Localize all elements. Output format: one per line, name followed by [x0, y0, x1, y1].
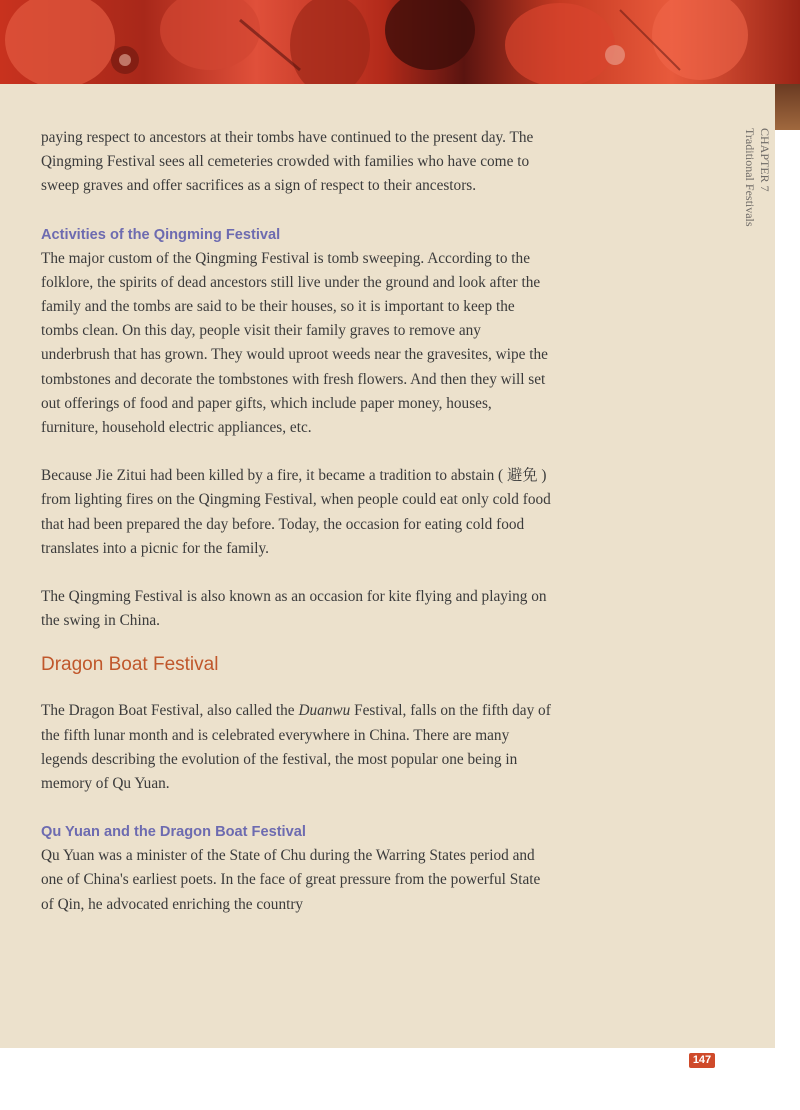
paragraph: The major custom of the Qingming Festival is tomb sweeping. According to the folklore, the spirits of dead ancestors still live under the ground and look after the family and the tombs are said to be their houses, so it is important to keep the tombs clean. On this day, people visit their family graves to remove any underbrush that has grown. They would uproot weeds near the gravesites, wipe the tombstones and decorate the tombstones with fresh flowers. And then they will set out offerings of food and paper gifts, which include paper money, houses, furniture, household electric appliances, etc. — [41, 249, 548, 437]
paragraph-emphasis: Duanwu — [298, 702, 351, 720]
chapter-tab — [736, 128, 772, 258]
subheading-qingming-activities: Activities of the Qingming Festival — [41, 226, 281, 243]
main-text — [41, 126, 551, 917]
heading-dragon-boat-festival: Dragon Boat Festival — [41, 654, 219, 676]
section-section — [41, 820, 551, 917]
paragraph: paying respect to ancestors at their tombs have continued to the present day. The Qingming Festival sees all cemeteries crowded with families who have come to sweep graves and offer sacrifices as a sign of respect to their ancestors. — [41, 129, 534, 195]
paragraph: The Qingming Festival is also known as an occasion for kite flying and playing on the swing in China. — [41, 588, 547, 630]
corner-tab — [775, 84, 800, 130]
lantern-illustration — [0, 0, 800, 84]
paragraph — [41, 699, 551, 796]
paragraph-text: Festival, falls on the fifth day of the fifth lunar month and is celebrated everywhere in China. There are many legends describing the evolution of the festival, the most popular one being in memory of Qu Yuan. — [41, 702, 551, 793]
subheading-qu-yuan: Qu Yuan and the Dragon Boat Festival — [41, 824, 306, 841]
chapter-title: Traditional Festivals — [743, 128, 757, 227]
paragraph: Because Jie Zitui had been killed by a fire, it became a tradition to abstain ( 避免 ) from lighting fires on the Qingming Festival, when people could eat only cold food that had been prepared the day before. Today, the occasion for eating cold food translates into a picnic for the family. — [41, 467, 551, 557]
page-number: 147 — [689, 1053, 715, 1068]
section-section — [41, 223, 551, 441]
paragraph: Qu Yuan was a minister of the State of Chu during the Warring States period and one of China's earliest poets. In the face of great pressure from the powerful State of Qin, he advocated enriching the country — [41, 847, 541, 913]
chapter-label: CHAPTER 7 — [758, 128, 772, 192]
header-banner-image — [0, 0, 800, 84]
paragraph-text: The Dragon Boat Festival, also called the — [41, 702, 299, 720]
